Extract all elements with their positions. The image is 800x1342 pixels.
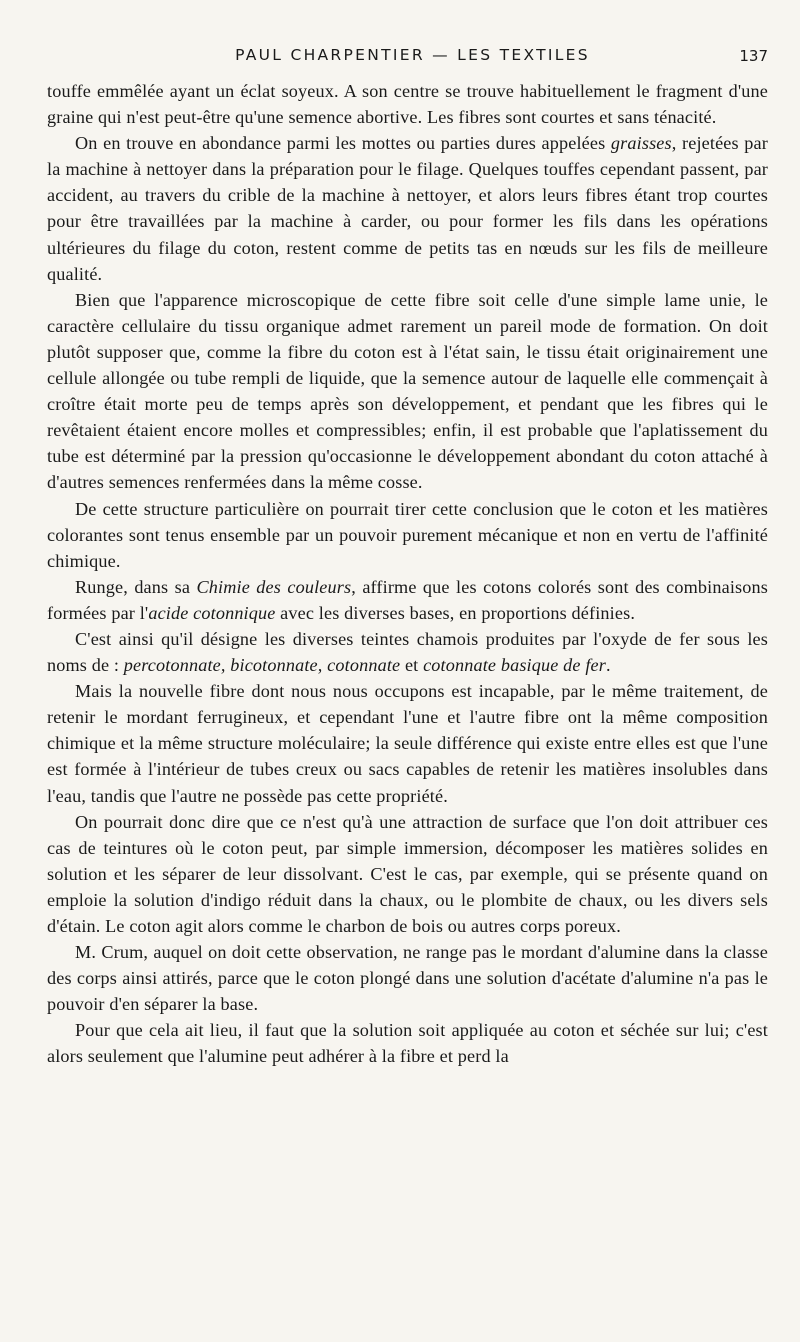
paragraph-1: touffe emmêlée ayant un éclat soyeux. A son centre se trouve habituellement le fragment d'une graine qui n'est peut-être qu'une semence abortive. Les fibres sont courtes et sans ténacité. [47, 81, 768, 128]
body-text [47, 78, 768, 1070]
paragraph-10: Pour que cela ait lieu, il faut que la solution soit appliquée au coton et séchée sur lui; c'est alors seulement que l'alumine peut adhérer à la fibre et perd la [47, 1020, 768, 1067]
paragraph-9: M. Crum, auquel on doit cette observation, ne range pas le mordant d'alumine dans la classe des corps ainsi attirés, parce que le coton plongé dans une solution d'acétate d'alumine n'a pas le pouvoir d'en séparer la base. [47, 942, 768, 1015]
paragraph-6-emphasis: cotonnate basique de fer [423, 655, 606, 676]
running-title: PAUL CHARPENTIER — LES TEXTILES [235, 46, 590, 64]
paragraph-5-emphasis: acide cotonnique [148, 602, 276, 623]
paragraph-6-part: . [606, 655, 611, 676]
paragraph-5 [47, 574, 768, 626]
paragraph-2-part: , rejetées par la machine à nettoyer dans la préparation pour le filage. Quelques touffes cependant passent, par accident, au travers du crible de la machine à nettoyer, et alors leurs fibres étant trop courtes pour être travaillées par la machine à carder, ou pour former les fils dans les opérations ultérieures du filage du coton, restent comme de petits tas en nœuds sur les fils de meilleure qualité. [47, 133, 768, 284]
paragraph-8: On pourrait donc dire que ce n'est qu'à une attraction de surface que l'on doit attribuer ces cas de teintures où le coton peut, par simple immersion, décomposer les matières solides en solution et les séparer de leur dissolvant. C'est le cas, par exemple, qui se présente quand on emploie la solution d'indigo réduit dans la chaux, ou le plombite de chaux, ou les divers sels d'étain. Le coton agit alors comme le charbon de bois ou autres corps poreux. [47, 811, 768, 936]
running-header [47, 44, 768, 72]
paragraph-5-part: avec les diverses bases, en proportions définies. [275, 602, 636, 623]
page-number: 137 [739, 47, 768, 65]
paragraph-6-part: C'est ainsi qu'il désigne les diverses teintes chamois produites par l'oxyde de fer sous les noms de : [47, 628, 768, 676]
paragraph-2 [47, 130, 768, 287]
paragraph-4: De cette structure particulière on pourrait tirer cette conclusion que le coton et les matières colorantes sont tenus ensemble par un pouvoir purement mécanique et non en vertu de l'affinité chimique. [47, 498, 768, 571]
paragraph-6-emphasis: percotonnate, bicotonnate, cotonnate [123, 655, 401, 676]
paragraph-5-part: , affirme que les cotons colorés sont des combinaisons formées par l' [47, 576, 768, 623]
paragraph-2-emphasis: graisses [610, 133, 672, 154]
paragraph-5-emphasis: Chimie des couleurs [196, 576, 352, 597]
paragraph-6-part: et [400, 655, 424, 676]
paragraph-5-part: Runge, dans sa [75, 576, 197, 597]
paragraph-3: Bien que l'apparence microscopique de cette fibre soit celle d'une simple lame unie, le caractère cellulaire du tissu organique admet rarement un pareil mode de formation. On doit plutôt supposer que, comme la fibre du coton est à l'état sain, le tissu était originairement une cellule allongée ou tube rempli de liquide, que la semence autour de laquelle elle commençait à croître était morte peu de temps après son développement, et pendant que les fibres qui le revêtaient étaient encore molles et compressibles; enfin, il est probable que l'aplatissement du tube est déterminé par la pression qu'occasionne le développement abondant du coton attaché à d'autres semences renfermées dans la même cosse. [47, 289, 768, 493]
paragraph-2-part: On en trouve en abondance parmi les mottes ou parties dures appelées [75, 133, 611, 154]
paragraph-7: Mais la nouvelle fibre dont nous nous occupons est incapable, par le même traitement, de retenir le mordant ferrugineux, et cependant l'une et l'autre fibre ont la même composition chimique et la même structure moléculaire; la seule différence qui existe entre elles est que l'une est formée à l'intérieur de tubes creux ou sacs capables de retenir les matières insolubles dans l'eau, tandis que l'autre ne possède pas cette propriété. [47, 681, 768, 806]
paragraph-6 [47, 626, 768, 678]
